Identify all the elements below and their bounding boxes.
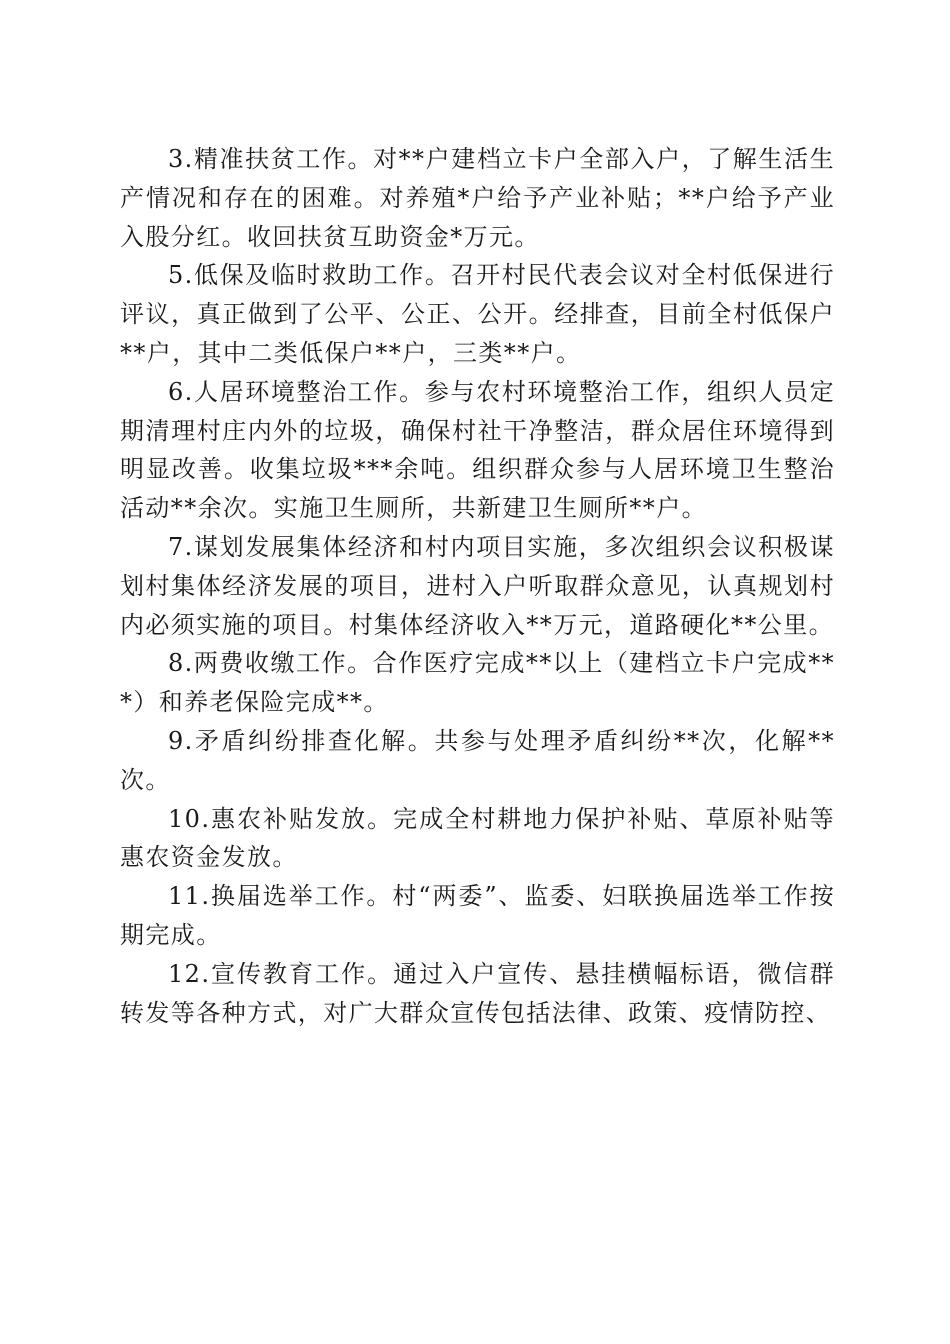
paragraph-publicity-education: 12.宣传教育工作。通过入户宣传、悬挂横幅标语，微信群转发等各种方式，对广大群众宣传包括法律、政策、疫情防控、	[120, 959, 835, 1027]
paragraph-poverty-alleviation: 3.精准扶贫工作。对**户建档立卡户全部入户，了解生活生产情况和存在的困难。对养殖*户给予产业补贴；**户给予产业入股分红。收回扶贫互助资金*万元。	[120, 145, 835, 251]
paragraph-minimum-living-allowance: 5.低保及临时救助工作。召开村民代表会议对全村低保进行评议，真正做到了公平、公正、公开。经排查，目前全村低保户**户，其中二类低保户**户，三类**户。	[120, 261, 835, 367]
paragraph-dispute-resolution: 9.矛盾纠纷排查化解。共参与处理矛盾纠纷**次，化解**次。	[120, 726, 835, 794]
document-body	[120, 140, 835, 1032]
paragraph-living-environment: 6.人居环境整治工作。参与农村环境整治工作，组织人员定期清理村庄内外的垃圾，确保村社干净整洁，群众居住环境得到明显改善。收集垃圾***余吨。组织群众参与人居环境卫生整治活动**余次。实施卫生厕所，共新建卫生厕所**户。	[120, 377, 835, 523]
paragraph-election: 11.换届选举工作。村“两委”、监委、妇联换届选举工作按期完成。	[120, 882, 835, 949]
paragraph-fee-collection: 8.两费收缴工作。合作医疗完成**以上（建档立卡户完成***）和养老保险完成**。	[120, 649, 835, 717]
paragraph-collective-economy: 7.谋划发展集体经济和村内项目实施，多次组织会议积极谋划村集体经济发展的项目，进村入户听取群众意见，认真规划村内必须实施的项目。村集体经济收入**万元，道路硬化**公里。	[120, 532, 835, 639]
paragraph-agricultural-subsidy: 10.惠农补贴发放。完成全村耕地力保护补贴、草原补贴等惠农资金发放。	[120, 804, 835, 872]
